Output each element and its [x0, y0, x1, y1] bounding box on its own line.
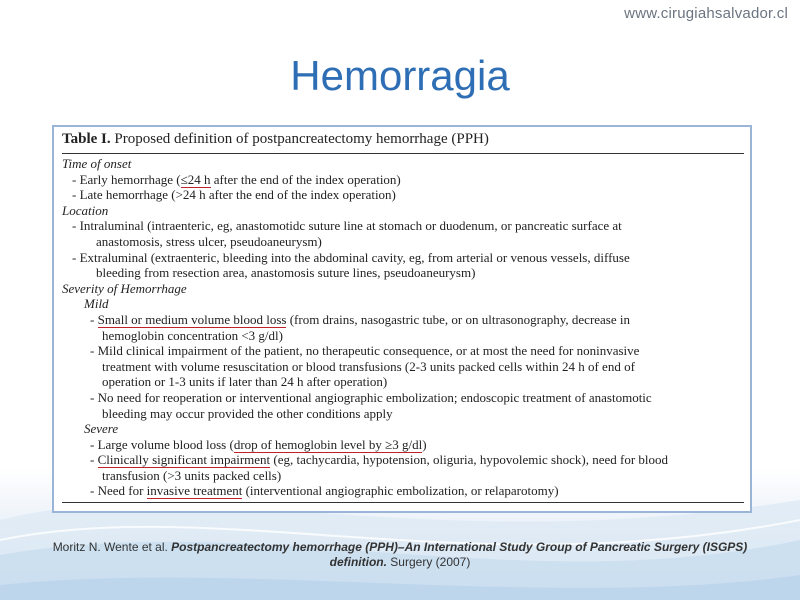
severe-row-2 — [62, 452, 744, 468]
sev2-underlined: Clinically significant impairment — [97, 452, 271, 468]
mild1-pre: - — [90, 311, 98, 327]
mild1-post: (from drains, nasogastric tube, or on ultrasonography, decrease in — [286, 311, 631, 327]
pph-definition-table — [52, 125, 752, 513]
mild1-underlined: Small or medium volume blood loss — [97, 311, 287, 327]
citation-journal: Surgery (2007) — [386, 555, 471, 569]
citation — [40, 540, 760, 570]
location-heading: Location — [62, 202, 109, 218]
table-caption-label: Table I. — [62, 131, 111, 147]
mild-row-1 — [62, 312, 744, 328]
mild-row-1-cont: hemoglobin concentration <3 g/dl) — [102, 327, 283, 343]
late-hemorrhage-row: - Late hemorrhage (>24 h after the end of the index operation) — [72, 187, 396, 203]
sev1-underlined: drop of hemoglobin level by ≥3 g/dl — [233, 436, 423, 452]
sev2-post: (eg, tachycardia, hypotension, oliguria, hypovolemic shock), need for blood — [270, 452, 669, 468]
mild-heading: Mild — [84, 296, 109, 312]
mild-row-2-cont2: operation or 1-3 units if later than 24 h after operation) — [102, 374, 388, 390]
early-pre: - Early hemorrhage ( — [72, 171, 181, 187]
website-url: www.cirugiahsalvador.cl — [624, 5, 788, 22]
sev3-underlined: invasive treatment — [146, 483, 243, 499]
time-of-onset-heading: Time of onset — [62, 156, 132, 171]
sev1-pre: - Large volume blood loss ( — [90, 436, 234, 452]
mild-row-2-cont: treatment with volume resuscitation or blood transfusions (2-3 units packed cells within 24 h of end of — [102, 358, 635, 374]
citation-authors: Moritz N. Wente et al. — [52, 540, 172, 554]
extraluminal-row: - Extraluminal (extraenteric, bleeding into the abdominal cavity, eg, from arterial or venous vessels, diffuse — [72, 249, 630, 265]
early-post: after the end of the index operation) — [210, 171, 401, 187]
sev1-post: ) — [422, 436, 427, 452]
early-underlined: ≤24 h — [180, 171, 211, 187]
early-hemorrhage-row — [62, 172, 744, 188]
table-caption — [62, 131, 744, 154]
extraluminal-row-cont: bleeding from resection area, anastomosis suture lines, pseudoaneurysm) — [96, 265, 476, 281]
severity-heading: Severity of Hemorrhage — [62, 280, 187, 296]
mild-row-3: - No need for reoperation or interventional angiographic embolization; endoscopic treatment of anastomotic — [90, 389, 652, 405]
severe-row-3 — [62, 483, 744, 499]
mild-row-2: - Mild clinical impairment of the patient, no therapeutic consequence, or at most the need for noninvasive — [90, 343, 640, 359]
mild-row-3-cont: bleeding may occur provided the other conditions apply — [102, 405, 393, 421]
intraluminal-row-cont: anastomosis, stress ulcer, pseudoaneurysm) — [96, 233, 322, 249]
severe-row-1 — [62, 437, 744, 453]
citation-title: Postpancreatectomy hemorrhage (PPH)–An International Study Group of Pancreatic Surgery (ISGPS) definition. — [171, 540, 748, 569]
severe-row-2-cont: transfusion (>3 units packed cells) — [102, 467, 282, 483]
table-caption-text: Proposed definition of postpancreatectomy hemorrhage (PPH) — [114, 131, 489, 147]
table-bottom-rule — [62, 502, 744, 503]
sev3-pre: - Need for — [90, 483, 147, 499]
sev2-pre: - — [90, 452, 98, 468]
slide-title: Hemorragia — [290, 52, 510, 99]
severe-heading: Severe — [84, 421, 119, 437]
sev3-post: (interventional angiographic embolization, or relaparotomy) — [242, 483, 559, 499]
intraluminal-row: - Intraluminal (intraenteric, eg, anastomotidc suture line at stomach or duodenum, or pancreatic surface at — [72, 218, 622, 234]
